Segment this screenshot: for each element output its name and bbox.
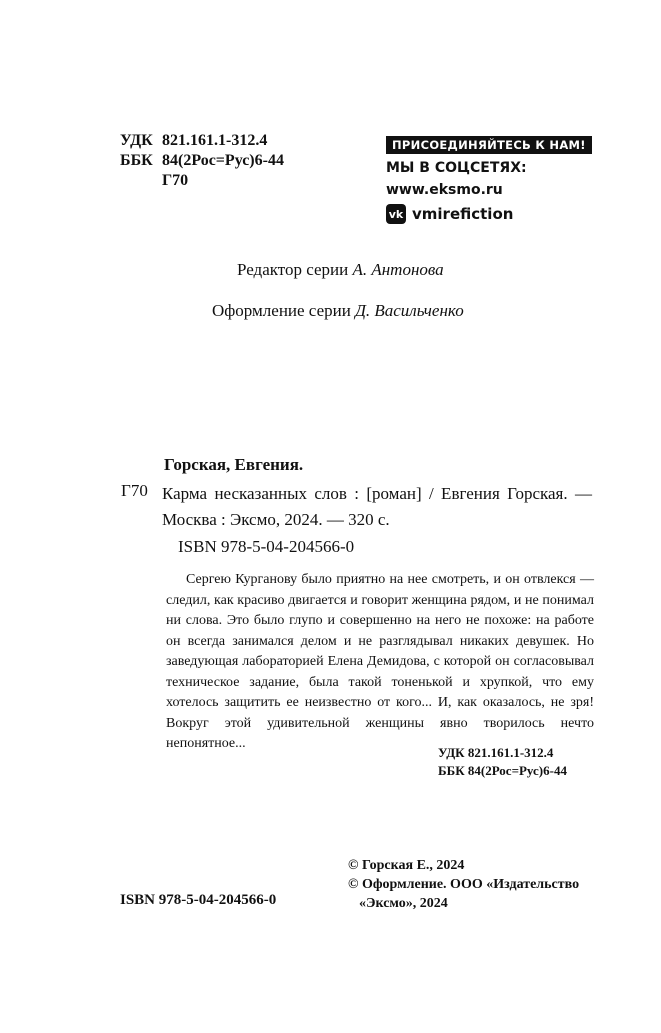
udk-label: УДК [120, 132, 153, 149]
bib-author: Горская, Евгения. [164, 455, 304, 474]
copyright-design-2: «Эксмо», 2024 [359, 896, 448, 911]
join-banner: ПРИСОЕДИНЯЙТЕСЬ К НАМ! [386, 136, 592, 154]
annotation: Сергею Курганову было приятно на нее смотреть, и он отвлекся — следил, как красиво двигается и говорит женщина рядом, и не понимал ни слова. Это было глупо и совершенно на него не похоже: на работе он всегда занимался делом и не разглядывал никаких девушек. Но заведующая лабораторией Елена Демидова, с которой он согласовывал техническое задание, была такой тоненькой и хрупкой, что ему хотелось защитить ее неизвестно от кого... И, как оказалось, не зря! Вокруг этой удивительной женщины явно творилось нечто непонятное... [166, 572, 594, 751]
copyright-author: © Горская Е., 2024 [348, 858, 465, 873]
design-name: Д. Васильченко [355, 301, 464, 320]
footer-udk: УДК 821.161.1-312.4 [438, 745, 554, 760]
copyright-block [348, 856, 579, 913]
series-design-line [212, 301, 464, 321]
author-mark: Г70 [162, 172, 189, 189]
bib-code: Г70 [121, 481, 148, 500]
bib-record: Карма несказанных слов : [роман] / Евгения Горская. — Москва : Эксмо, 2024. — 320 с. [162, 484, 592, 529]
bbk-value: 84(2Рос=Рус)6-44 [162, 152, 284, 169]
bbk-label: ББК [120, 152, 153, 169]
udk-value: 821.161.1-312.4 [162, 132, 268, 149]
footer-bbk: ББК 84(2Рос=Рус)6-44 [438, 763, 567, 778]
copyright-design-1: © Оформление. ООО «Издательство [348, 877, 580, 892]
classification-block [120, 131, 284, 191]
vk-row[interactable] [386, 204, 592, 224]
design-label: Оформление серии [212, 301, 351, 320]
socials-subtitle: МЫ В СОЦСЕТЯХ: [386, 160, 527, 176]
social-block [386, 134, 592, 224]
bottom-isbn: ISBN 978-5-04-204566-0 [120, 892, 277, 908]
footer-codes [438, 744, 567, 780]
vk-icon: vk [386, 204, 406, 224]
vk-handle[interactable]: vmirefiction [412, 205, 514, 223]
editor-label: Редактор серии [237, 260, 349, 279]
series-editor-line [237, 260, 444, 280]
bib-isbn: ISBN 978-5-04-204566-0 [178, 537, 355, 556]
website-link[interactable]: www.eksmo.ru [386, 182, 503, 198]
editor-name: А. Антонова [352, 260, 444, 279]
